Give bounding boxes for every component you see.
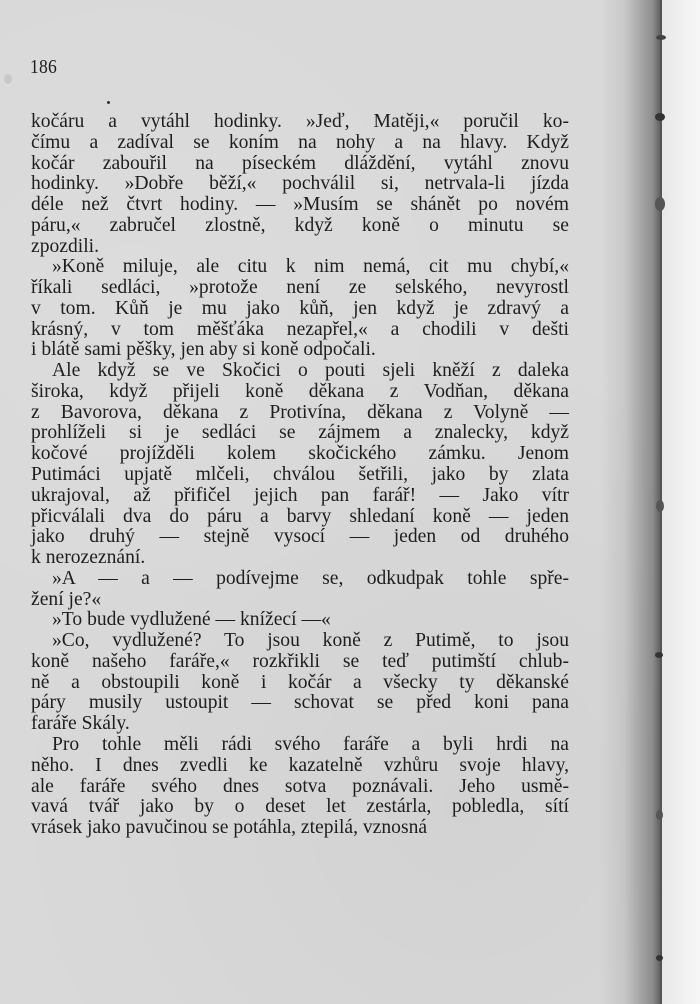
text-line: »To bude vydlužené — knížecí —« [52,609,331,631]
text-line: faráře Skály. [31,713,130,735]
text-line: říkali sedláci, »protože není ze selského, nevyrostl [31,277,569,299]
text-line: kočár zabouřil na píseckém dláždění, vytáhl znovu [31,152,569,174]
text-line: kočové projížděli kolem skočického zámku. Jenom [31,443,569,465]
text-line: zpozdili. [31,235,100,257]
text-line: ale faráře svého dnes sotva poznávali. Jeho usmě- [31,775,569,797]
edge-mark [655,113,665,121]
text-line: »Co, vydlužené? To jsou koně z Putimě, to jsou [52,630,569,652]
page-gutter-shadow [600,0,662,1004]
text-line: »Koně miluje, ale citu k nim nemá, cit mu chybí,« [52,256,569,278]
text-line: koně našeho faráře,« rozkřikli se teď putimští chlub- [31,650,569,672]
text-line: k nerozeznání. [31,547,146,569]
text-line: vavá tvář jako by o deset let zestárla, pobledla, sítí [31,796,569,818]
text-line: »A — a — podívejme se, odkudpak tohle spře- [52,567,569,589]
paper-speck [107,101,110,104]
text-line: široka, když přijeli koně děkana z Vodňan, děkana [31,380,569,402]
text-line: krásný, v tom měšťáka nezapřel,« a chodili v dešti [31,318,569,340]
text-line: Pro tohle měli rádi svého faráře a byli hrdi na [52,733,569,755]
text-line: hodinky. »Dobře běží,« pochválil si, netrvala-li jízda [31,173,569,195]
edge-mark [655,197,665,211]
text-line: vrásek jako pavučinou se potáhla, ztepilá, vznosná [31,817,428,839]
text-line: ukrajoval, až přifičel jejich pan farář! — Jako vítr [31,484,569,506]
background-beyond-page [662,0,700,1004]
text-line: čímu a zadíval se koním na nohy a na hlavy. Když [31,131,569,153]
text-line: i blátě sami pěšky, jen aby si koně odpočali. [31,339,376,361]
text-line: déle než čtvrt hodiny. — »Musím se shánět po novém [31,194,569,216]
text-line: z Bavorova, děkana z Protivína, děkana z Volyně — [31,401,569,423]
text-line: jako druhý — stejně vysocí — jeden od druhého [31,526,569,548]
text-line: žení je?« [31,588,102,610]
paper-stain [4,74,12,84]
page-number: 186 [30,56,57,78]
edge-mark [656,955,663,961]
edge-mark [656,810,663,820]
text-line: Putimáci upjatě mlčeli, chválou šetřili, jako by zlata [31,464,569,486]
text-line: páru,« zabručel zlostně, když koně o minutu se [31,214,569,236]
text-line: něho. I dnes zvedli ke kazatelně vzhůru svoje hlavy, [31,754,569,776]
text-line: prohlíželi si je sedláci se zájmem a znalecky, když [31,422,569,444]
edge-mark [656,35,666,40]
edge-mark [656,500,664,512]
body-text [31,112,569,839]
text-line: ně a obstoupili koně i kočár a všecky ty děkanské [31,671,569,693]
text-line: Ale když se ve Skočici o pouti sjeli kněží z daleka [52,360,569,382]
text-line: přicválali dva do páru a barvy shledaní koně — jeden [31,505,569,527]
edge-mark [655,652,663,658]
text-line: páry musily ustoupit — schovat se před koni pana [31,692,569,714]
text-line: kočáru a vytáhl hodinky. »Jeď, Matěji,« poručil ko- [31,111,569,132]
text-line: v tom. Kůň je mu jako kůň, jen když je zdravý a [31,297,569,319]
